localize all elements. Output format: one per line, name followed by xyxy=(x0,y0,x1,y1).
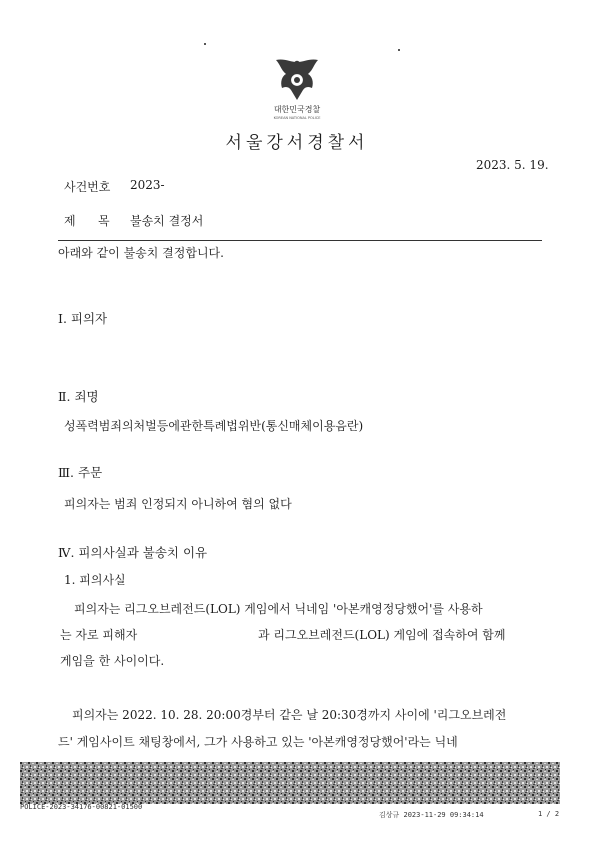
agency-name-korean: 대한민국경찰 xyxy=(273,105,321,114)
case-number-value: 2023- xyxy=(130,178,165,192)
facts-line-2a: 는 자로 피해자 xyxy=(60,628,138,642)
section-4-subtitle: 1. 피의사실 xyxy=(64,573,126,587)
police-eagle-emblem-icon xyxy=(272,56,322,104)
redacted-footer-band xyxy=(20,762,560,804)
facts-line-1: 피의자는 리그오브레전드(LOL) 게임에서 닉네임 '아본캐영정당했어'를 사용하 xyxy=(74,602,483,616)
case-number-label: 사건번호 xyxy=(64,180,111,194)
section-3-title: Ⅲ. 주문 xyxy=(58,465,103,480)
document-date: 2023. 5. 19. xyxy=(476,158,549,172)
subject-label-char-1: 제 xyxy=(64,214,76,228)
agency-name-english: KOREAN NATIONAL POLICE xyxy=(273,116,321,120)
scan-speck xyxy=(204,43,206,45)
subject-label-char-2: 목 xyxy=(98,214,110,228)
document-id: POLICE-2023-34176-00821-01500 xyxy=(20,803,143,811)
scan-speck xyxy=(398,49,400,51)
charge-name: 성폭력범죄의처벌등에관한특례법위반(통신매체이용음란) xyxy=(64,419,364,433)
facts-para2-line-1: 피의자는 2022. 10. 28. 20:00경부터 같은 날 20:30경까지 사이에 '리그오브레전 xyxy=(72,708,507,722)
facts-line-2b: 과 리그오브레전드(LOL) 게임에 접속하여 함께 xyxy=(258,628,506,642)
document-title: 서울강서경찰서 xyxy=(225,133,369,153)
facts-line-3: 게임을 한 사이이다. xyxy=(60,654,165,668)
subject-value: 불송치 결정서 xyxy=(130,214,204,228)
header-divider xyxy=(58,240,542,241)
section-2-title: Ⅱ. 죄명 xyxy=(58,389,99,404)
page-indicator: 1 / 2 xyxy=(538,810,560,818)
intro-text: 아래와 같이 불송치 결정합니다. xyxy=(58,246,224,260)
facts-para2-line-2: 드' 게임사이트 채팅창에서, 그가 사용하고 있는 '아본캐영정당했어'라는 닉네 xyxy=(58,735,458,749)
disposition-text: 피의자는 범죄 인정되지 아니하여 혐의 없다 xyxy=(64,497,292,511)
section-1-title: Ⅰ. 피의자 xyxy=(58,311,108,326)
section-4-title: Ⅳ. 피의사실과 불송치 이유 xyxy=(58,545,208,560)
print-user-timestamp: 김상규 2023-11-29 09:34:14 xyxy=(379,811,484,819)
